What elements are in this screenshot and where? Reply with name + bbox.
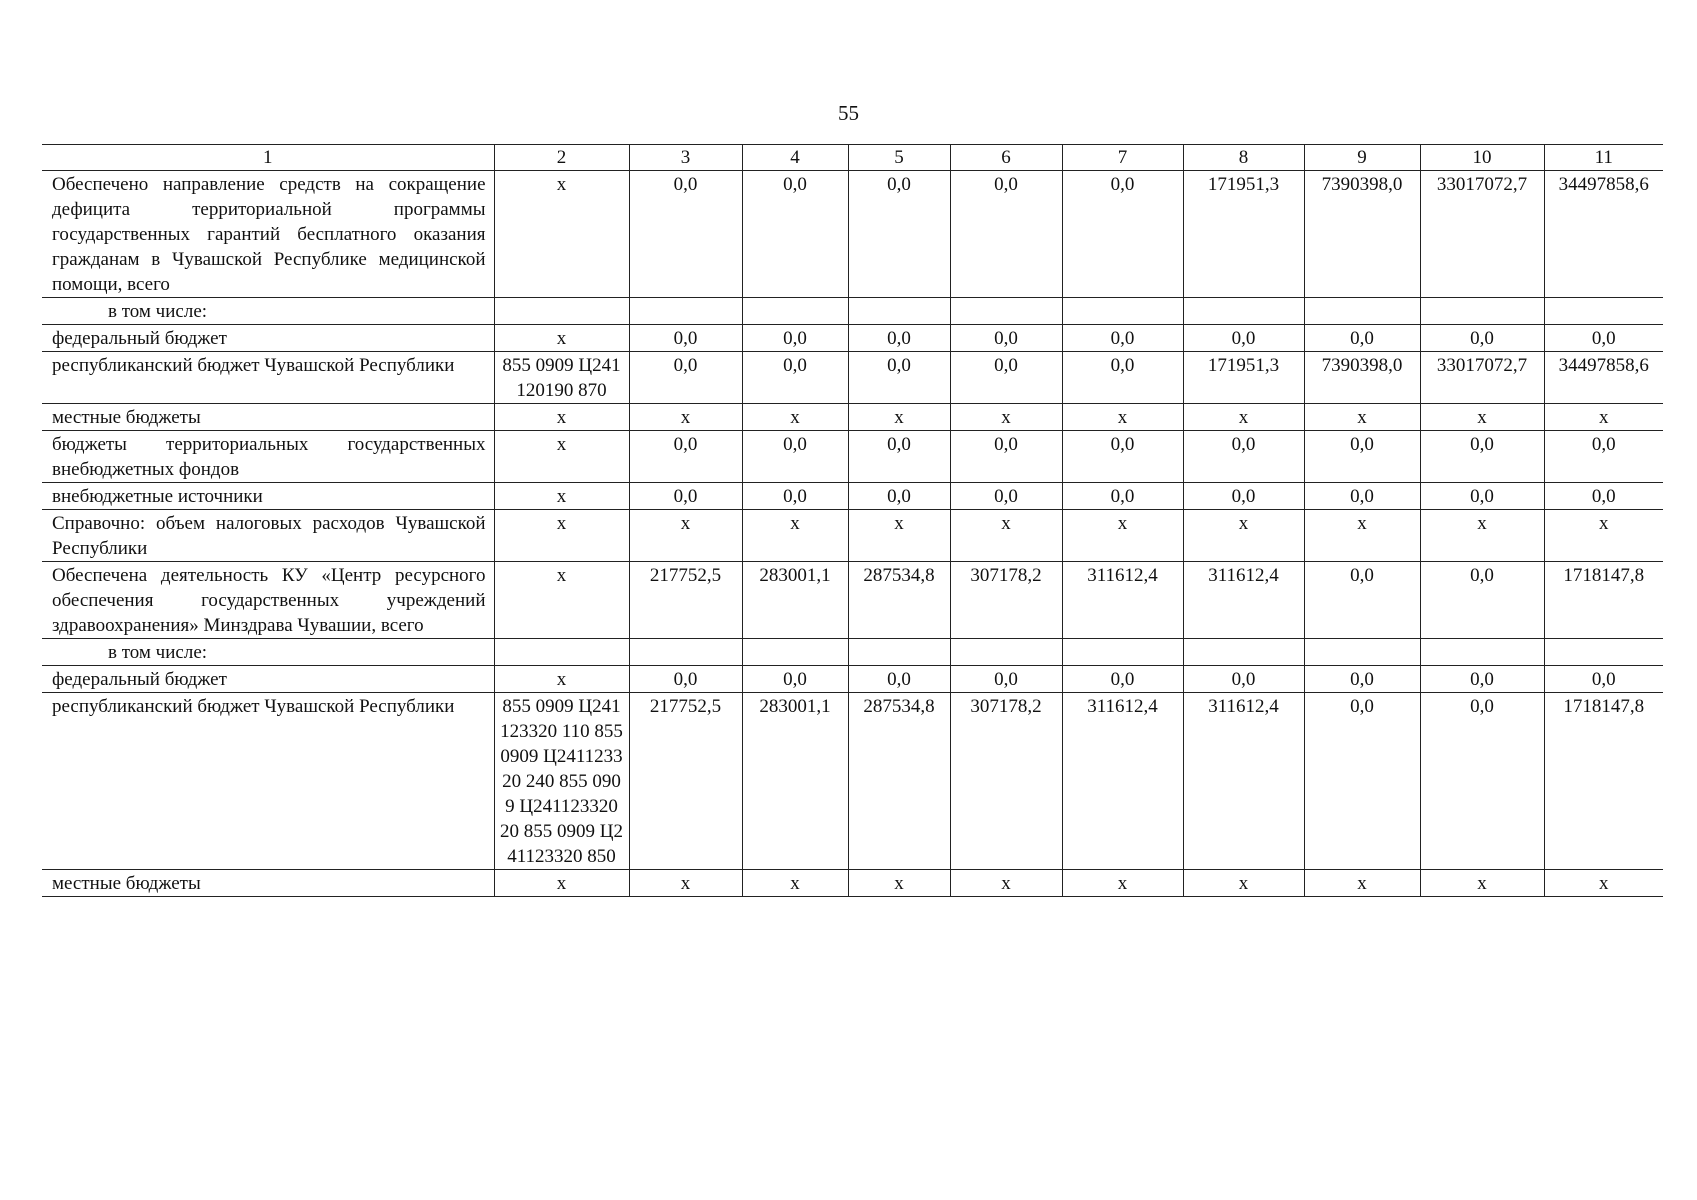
row-code-cell: x bbox=[494, 666, 629, 693]
row-value-cell: 0,0 bbox=[629, 171, 742, 298]
header-cell: 2 bbox=[494, 145, 629, 171]
row-code-cell: x bbox=[494, 510, 629, 562]
row-value-cell: x bbox=[742, 510, 848, 562]
row-name-cell: Справочно: объем налоговых расходов Чувашской Республики bbox=[42, 510, 494, 562]
row-value-cell: 0,0 bbox=[848, 352, 950, 404]
row-name-cell: федеральный бюджет bbox=[42, 325, 494, 352]
row-code-cell: x bbox=[494, 325, 629, 352]
row-value-cell: 0,0 bbox=[1544, 431, 1663, 483]
row-value-cell: 34497858,6 bbox=[1544, 171, 1663, 298]
row-value-cell: 0,0 bbox=[1304, 483, 1420, 510]
row-value-cell: 0,0 bbox=[950, 666, 1062, 693]
row-value-cell: 0,0 bbox=[629, 325, 742, 352]
row-value-cell bbox=[629, 298, 742, 325]
row-value-cell: 0,0 bbox=[1062, 666, 1183, 693]
row-value-cell bbox=[1062, 639, 1183, 666]
table-row bbox=[42, 171, 1663, 298]
row-code-cell: 855 0909 Ц241120190 870 bbox=[494, 352, 629, 404]
row-value-cell: 0,0 bbox=[1304, 693, 1420, 870]
table-row bbox=[42, 870, 1663, 897]
header-cell: 3 bbox=[629, 145, 742, 171]
row-value-cell: 217752,5 bbox=[629, 693, 742, 870]
row-value-cell: 0,0 bbox=[1304, 431, 1420, 483]
row-code-cell: x bbox=[494, 483, 629, 510]
row-value-cell: 1718147,8 bbox=[1544, 562, 1663, 639]
row-value-cell: x bbox=[742, 404, 848, 431]
header-cell: 6 bbox=[950, 145, 1062, 171]
header-cell: 10 bbox=[1420, 145, 1544, 171]
row-value-cell: 0,0 bbox=[1183, 325, 1304, 352]
row-value-cell: 0,0 bbox=[742, 325, 848, 352]
row-value-cell: 0,0 bbox=[950, 352, 1062, 404]
row-value-cell: x bbox=[1304, 404, 1420, 431]
row-value-cell: 0,0 bbox=[1062, 352, 1183, 404]
row-value-cell: 1718147,8 bbox=[1544, 693, 1663, 870]
row-name-cell: внебюджетные источники bbox=[42, 483, 494, 510]
row-name-cell: бюджеты территориальных государственных внебюджетных фондов bbox=[42, 431, 494, 483]
row-value-cell: 0,0 bbox=[1304, 562, 1420, 639]
row-value-cell: x bbox=[742, 870, 848, 897]
row-value-cell: 33017072,7 bbox=[1420, 352, 1544, 404]
table-row bbox=[42, 639, 1663, 666]
row-value-cell: 287534,8 bbox=[848, 562, 950, 639]
row-value-cell: 0,0 bbox=[742, 431, 848, 483]
table-row bbox=[42, 431, 1663, 483]
row-value-cell: 0,0 bbox=[950, 431, 1062, 483]
row-value-cell bbox=[848, 639, 950, 666]
row-value-cell: 7390398,0 bbox=[1304, 352, 1420, 404]
row-name-cell: Обеспечена деятельность КУ «Центр ресурсного обеспечения государственных учреждений здравоохранения» Минздрава Чувашии, всего bbox=[42, 562, 494, 639]
row-value-cell: 0,0 bbox=[950, 483, 1062, 510]
row-value-cell: 0,0 bbox=[1062, 171, 1183, 298]
row-value-cell bbox=[1420, 298, 1544, 325]
table-row bbox=[42, 298, 1663, 325]
row-name-cell: в том числе: bbox=[42, 639, 494, 666]
row-value-cell: 0,0 bbox=[1062, 483, 1183, 510]
row-value-cell bbox=[1544, 639, 1663, 666]
row-value-cell: 0,0 bbox=[950, 171, 1062, 298]
row-value-cell: 217752,5 bbox=[629, 562, 742, 639]
table-row bbox=[42, 352, 1663, 404]
table-row bbox=[42, 325, 1663, 352]
row-value-cell: x bbox=[1544, 510, 1663, 562]
row-value-cell bbox=[1183, 639, 1304, 666]
header-row bbox=[42, 145, 1663, 171]
row-value-cell: 0,0 bbox=[742, 171, 848, 298]
row-name-cell: местные бюджеты bbox=[42, 404, 494, 431]
row-code-cell bbox=[494, 639, 629, 666]
row-value-cell: x bbox=[1183, 404, 1304, 431]
row-value-cell: 33017072,7 bbox=[1420, 171, 1544, 298]
row-value-cell bbox=[742, 639, 848, 666]
row-value-cell: x bbox=[848, 510, 950, 562]
row-value-cell bbox=[1544, 298, 1663, 325]
row-value-cell bbox=[1062, 298, 1183, 325]
row-value-cell bbox=[629, 639, 742, 666]
row-value-cell: x bbox=[1304, 870, 1420, 897]
row-value-cell: 171951,3 bbox=[1183, 171, 1304, 298]
row-value-cell: x bbox=[848, 870, 950, 897]
row-value-cell: 0,0 bbox=[848, 325, 950, 352]
header-cell: 8 bbox=[1183, 145, 1304, 171]
row-value-cell bbox=[848, 298, 950, 325]
row-value-cell bbox=[1304, 639, 1420, 666]
row-value-cell: 0,0 bbox=[629, 431, 742, 483]
row-value-cell: 34497858,6 bbox=[1544, 352, 1663, 404]
row-value-cell: 0,0 bbox=[1062, 325, 1183, 352]
row-value-cell: 311612,4 bbox=[1183, 562, 1304, 639]
row-value-cell: 307178,2 bbox=[950, 693, 1062, 870]
row-value-cell: 0,0 bbox=[742, 483, 848, 510]
row-value-cell: 0,0 bbox=[1183, 666, 1304, 693]
row-value-cell: 7390398,0 bbox=[1304, 171, 1420, 298]
row-value-cell bbox=[1183, 298, 1304, 325]
row-value-cell: 0,0 bbox=[950, 325, 1062, 352]
row-value-cell: x bbox=[1062, 870, 1183, 897]
header-cell: 4 bbox=[742, 145, 848, 171]
row-code-cell: x bbox=[494, 562, 629, 639]
row-value-cell: x bbox=[1420, 870, 1544, 897]
row-name-cell: в том числе: bbox=[42, 298, 494, 325]
row-value-cell: 0,0 bbox=[1420, 666, 1544, 693]
row-value-cell: 0,0 bbox=[742, 666, 848, 693]
row-value-cell: x bbox=[950, 870, 1062, 897]
row-value-cell: x bbox=[629, 510, 742, 562]
row-value-cell: 283001,1 bbox=[742, 562, 848, 639]
row-value-cell: x bbox=[1183, 870, 1304, 897]
row-value-cell: x bbox=[1420, 510, 1544, 562]
row-value-cell: 0,0 bbox=[1062, 431, 1183, 483]
row-value-cell: 311612,4 bbox=[1062, 693, 1183, 870]
row-code-cell: x bbox=[494, 171, 629, 298]
row-code-cell bbox=[494, 298, 629, 325]
row-value-cell: x bbox=[1062, 510, 1183, 562]
table-row bbox=[42, 404, 1663, 431]
row-value-cell: 0,0 bbox=[1420, 483, 1544, 510]
row-value-cell: x bbox=[629, 404, 742, 431]
header-cell: 7 bbox=[1062, 145, 1183, 171]
row-value-cell: x bbox=[1420, 404, 1544, 431]
row-value-cell: 0,0 bbox=[1544, 325, 1663, 352]
header-cell: 11 bbox=[1544, 145, 1663, 171]
row-name-cell: федеральный бюджет bbox=[42, 666, 494, 693]
row-value-cell: 311612,4 bbox=[1062, 562, 1183, 639]
row-value-cell: 0,0 bbox=[1183, 431, 1304, 483]
row-value-cell: 0,0 bbox=[629, 666, 742, 693]
row-value-cell: 0,0 bbox=[1183, 483, 1304, 510]
row-value-cell: 171951,3 bbox=[1183, 352, 1304, 404]
row-code-cell: x bbox=[494, 431, 629, 483]
row-value-cell: 0,0 bbox=[629, 483, 742, 510]
row-code-cell: 855 0909 Ц241123320 110 855 0909 Ц241123320 240 855 0909 Ц241123320 20 855 0909 Ц241123320 850 bbox=[494, 693, 629, 870]
row-value-cell bbox=[1304, 298, 1420, 325]
table-row bbox=[42, 693, 1663, 870]
row-value-cell: 0,0 bbox=[1304, 666, 1420, 693]
table-row bbox=[42, 666, 1663, 693]
row-value-cell: 0,0 bbox=[1420, 325, 1544, 352]
row-name-cell: республиканский бюджет Чувашской Республики bbox=[42, 352, 494, 404]
row-value-cell: x bbox=[848, 404, 950, 431]
row-value-cell: 0,0 bbox=[848, 666, 950, 693]
header-cell: 9 bbox=[1304, 145, 1420, 171]
page-number: 55 bbox=[838, 101, 859, 125]
row-value-cell: 0,0 bbox=[848, 431, 950, 483]
row-value-cell: x bbox=[1062, 404, 1183, 431]
budget-table bbox=[42, 144, 1663, 897]
row-value-cell bbox=[950, 298, 1062, 325]
row-value-cell: 0,0 bbox=[1420, 431, 1544, 483]
row-value-cell: 0,0 bbox=[629, 352, 742, 404]
row-value-cell: x bbox=[950, 404, 1062, 431]
header-cell: 1 bbox=[42, 145, 494, 171]
row-name-cell: местные бюджеты bbox=[42, 870, 494, 897]
row-value-cell: x bbox=[1183, 510, 1304, 562]
table-body bbox=[42, 145, 1663, 897]
row-value-cell: x bbox=[1304, 510, 1420, 562]
row-value-cell: 0,0 bbox=[848, 171, 950, 298]
table-row bbox=[42, 483, 1663, 510]
row-code-cell: x bbox=[494, 404, 629, 431]
row-value-cell: x bbox=[629, 870, 742, 897]
row-value-cell bbox=[950, 639, 1062, 666]
row-value-cell: 283001,1 bbox=[742, 693, 848, 870]
row-value-cell: 0,0 bbox=[848, 483, 950, 510]
row-value-cell: 307178,2 bbox=[950, 562, 1062, 639]
header-cell: 5 bbox=[848, 145, 950, 171]
row-value-cell bbox=[742, 298, 848, 325]
row-value-cell: 0,0 bbox=[1304, 325, 1420, 352]
row-value-cell: x bbox=[950, 510, 1062, 562]
row-value-cell: 0,0 bbox=[1420, 562, 1544, 639]
table-row bbox=[42, 510, 1663, 562]
row-value-cell: 0,0 bbox=[1544, 666, 1663, 693]
row-value-cell bbox=[1420, 639, 1544, 666]
row-value-cell: 0,0 bbox=[1544, 483, 1663, 510]
table-row bbox=[42, 562, 1663, 639]
row-name-cell: республиканский бюджет Чувашской Республики bbox=[42, 693, 494, 870]
row-code-cell: x bbox=[494, 870, 629, 897]
row-value-cell: x bbox=[1544, 404, 1663, 431]
row-value-cell: 0,0 bbox=[1420, 693, 1544, 870]
row-value-cell: 287534,8 bbox=[848, 693, 950, 870]
row-value-cell: 311612,4 bbox=[1183, 693, 1304, 870]
row-value-cell: x bbox=[1544, 870, 1663, 897]
row-name-cell: Обеспечено направление средств на сокращение дефицита территориальной программы государственных гарантий бесплатного оказания гражданам в Чувашской Республике медицинской помощи, всего bbox=[42, 171, 494, 298]
row-value-cell: 0,0 bbox=[742, 352, 848, 404]
